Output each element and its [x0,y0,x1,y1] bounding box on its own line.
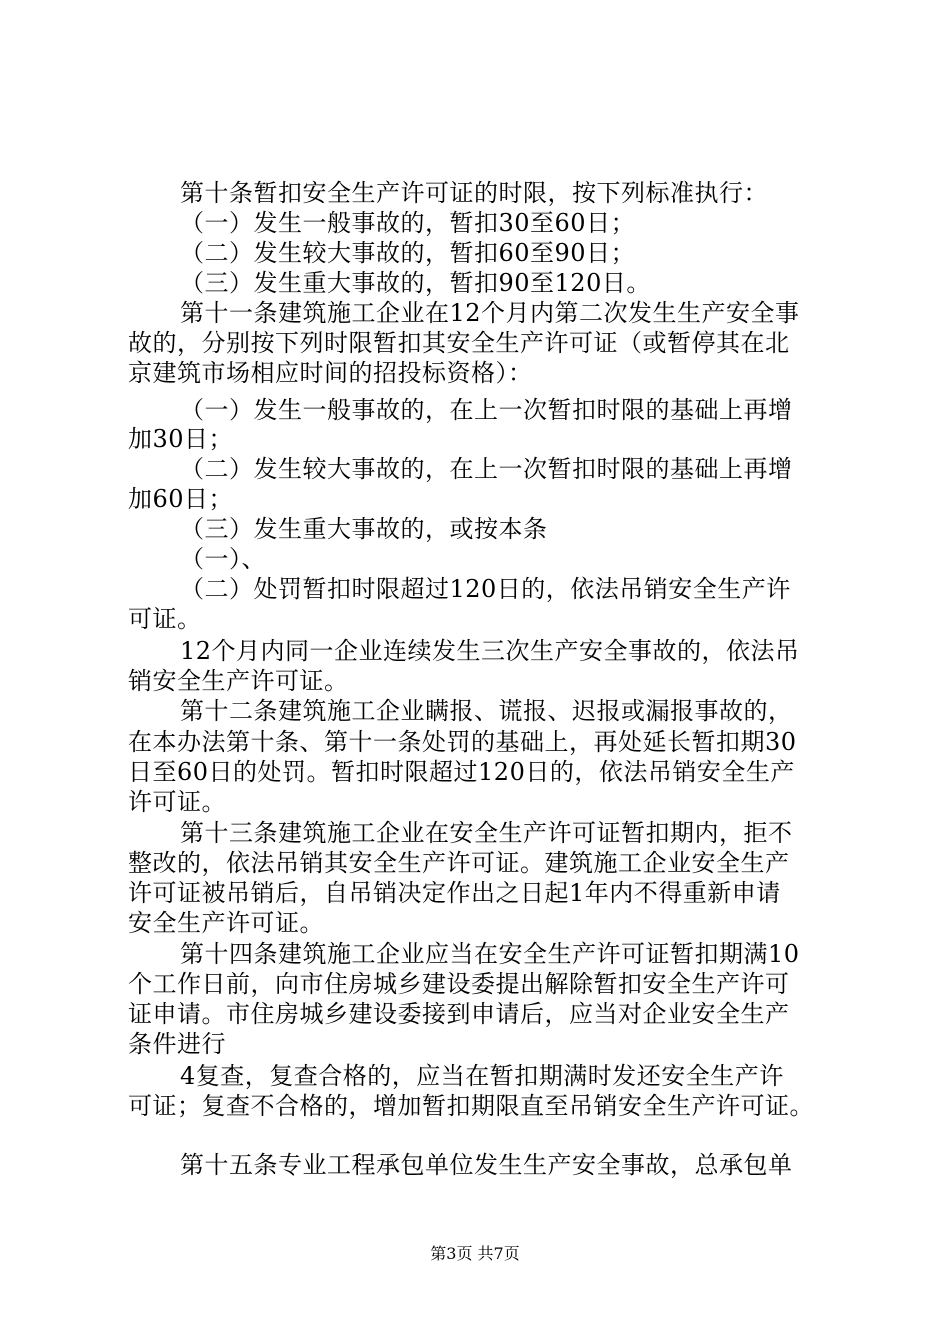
text-line: 在本办法第十条、第十一条处罚的基础上，再处延长暂扣期30 [128,728,797,756]
text-line: 12个月内同一企业连续发生三次生产安全事故的，依法吊 [180,637,800,665]
text-line: （一）、 [180,545,266,573]
page-number-footer: 第3页 共7页 [430,1244,520,1263]
text-line: 第十五条专业工程承包单位发生生产安全事故，总承包单 [180,1151,793,1179]
text-line: 4复查，复查合格的，应当在暂扣期满时发还安全生产许 [180,1062,784,1090]
text-line: 加60日； [128,485,234,513]
text-line: 可证。 [128,605,202,633]
text-line: （二）发生较大事故的，暂扣60至90日； [180,239,636,267]
text-line: 条件进行 [128,1030,226,1058]
text-line: 第十四条建筑施工企业应当在安全生产许可证暂扣期满10 [180,940,800,968]
text-line: 第十二条建筑施工企业瞒报、谎报、迟报或漏报事故的， [180,697,793,725]
text-line: （二）发生较大事故的，在上一次暂扣时限的基础上再增 [180,455,793,483]
text-line: 许可证被吊销后，自吊销决定作出之日起1年内不得重新申请 [128,879,781,907]
text-line: 许可证。 [128,788,226,816]
text-line: 第十三条建筑施工企业在安全生产许可证暂扣期内，拒不 [180,819,793,847]
text-line: 故的，分别按下列时限暂扣其安全生产许可证（或暂停其在北 [128,329,790,357]
text-line: 第十一条建筑施工企业在12个月内第二次发生生产安全事 [180,299,800,327]
text-line: 整改的，依法吊销其安全生产许可证。建筑施工企业安全生产 [128,849,790,877]
text-line: 可证；复查不合格的，增加暂扣期限直至吊销安全生产许可证。 [128,1092,814,1120]
text-line: 证申请。市住房城乡建设委接到申请后，应当对企业安全生产 [128,1000,790,1028]
text-line: 第十条暂扣安全生产许可证的时限，按下列标准执行： [180,179,768,207]
text-line: （三）发生重大事故的，或按本条 [180,515,548,543]
text-line: （二）处罚暂扣时限超过120日的，依法吊销安全生产许 [180,575,791,603]
text-line: 安全生产许可证。 [128,909,324,937]
text-line: （一）发生一般事故的，暂扣30至60日； [180,209,636,237]
text-line: 京建筑市场相应时间的招投标资格）： [128,359,533,387]
text-line: （一）发生一般事故的，在上一次暂扣时限的基础上再增 [180,396,793,424]
text-line: 销安全生产许可证。 [128,667,349,695]
text-line: 日至60日的处罚。暂扣时限超过120日的，依法吊销安全生产 [128,758,795,786]
text-line: 个工作日前，向市住房城乡建设委提出解除暂扣安全生产许可 [128,970,790,998]
text-line: 加30日； [128,425,234,453]
text-line: （三）发生重大事故的，暂扣90至120日。 [180,269,651,297]
